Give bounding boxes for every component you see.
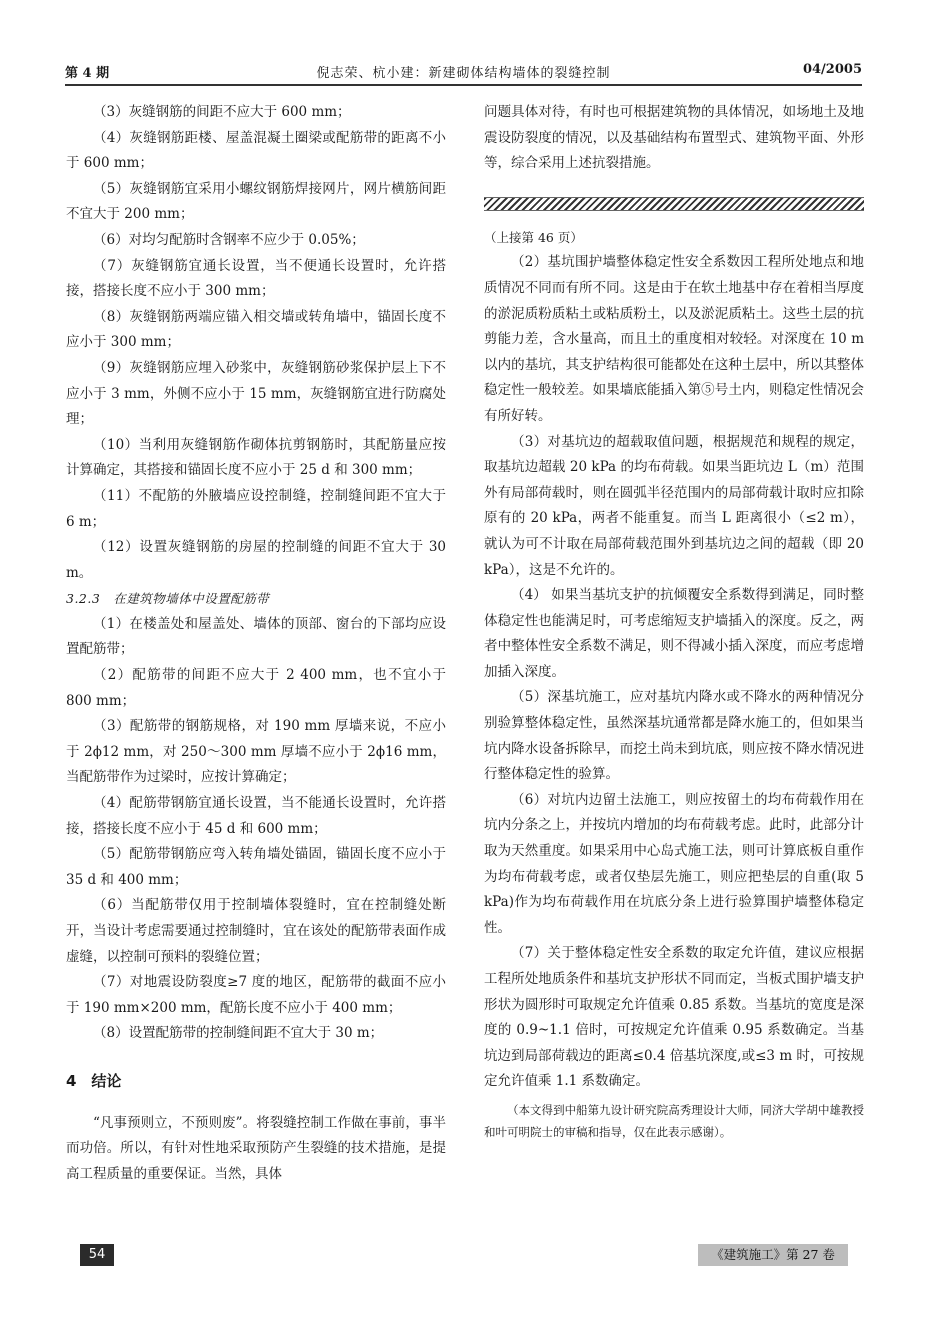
paragraph: （2）基坑围护墙整体稳定性安全系数因工程所处地点和地质情况不同而有所不同。这是由于在软土地基中存在着相当厚度的淤泥质粉质粘土或粘质粉土，以及淤泥质粘土。这些土层的抗剪能力差，含水量高，而且土的重度相对较轻。对深度在 10 m 以内的基坑，其支护结构很可能都处在这种土层中，所以其整体稳定性一般较差。如果墙底能插入第⑤号土内，则稳定性情况会有所好转。 <box>484 254 864 424</box>
section-heading: 4 结论 <box>66 1071 122 1090</box>
running-title: 倪志荣、杭小建：新建砌体结构墙体的裂缝控制 <box>316 66 611 81</box>
paragraph: （4） 如果当基坑支护的抗倾覆安全系数得到满足，同时整体稳定性也能满足时，可考虑缩短支护墙插入的深度。反之，两者中整体性安全系数不满足，则不得减小插入深度，而应考虑增加插入深度。 <box>484 587 864 680</box>
subsection-heading: 3.2.3 在建筑物墙体中设置配筋带 <box>66 591 270 607</box>
paragraph: （2）配筋带的间距不应大于 2 400 mm，也不宜小于 800 mm； <box>66 667 446 709</box>
paragraph: （6）对坑内边留土法施工，则应按留土的均布荷载作用在坑内分条之上，并按坑内增加的均布荷载考虑。此时，此部分计取为天然重度。如果采用中心岛式施工法，则可计算底板自重作为均布荷载考虑，或者仅垫层先施工，则应把垫层的自重(取 5 kPa)作为均布荷载作用在坑底分条上进行验算围护墙整体稳定性。 <box>484 791 864 936</box>
paragraph: （1）在楼盖处和屋盖处、墙体的顶部、窗台的下部均应设置配筋带； <box>66 615 446 658</box>
paragraph: 问题具体对待，有时也可根据建筑物的具体情况，如场地土及地震设防裂度的情况，以及基础结构布置型式、建筑物平面、外形等，综合采用上述抗裂措施。 <box>484 104 864 172</box>
page-number: 54 <box>80 1244 114 1266</box>
paragraph: （8）设置配筋带的控制缝间距不宜大于 30 m； <box>93 1025 384 1042</box>
journal-name: 《建筑施工》第 27 卷 <box>698 1244 848 1266</box>
paragraph: （5）灰缝钢筋宜采用小螺纹钢筋焊接网片，网片横筋间距不宜大于 200 mm； <box>66 180 446 223</box>
header-rule <box>65 84 862 86</box>
paragraph: （3）配筋带的钢筋规格，对 190 mm 厚墙来说，不应小于 2ϕ12 mm，对 250～300 mm 厚墙不应小于 2ϕ16 mm，当配筋带作为过梁时，应按计算确定； <box>66 718 446 786</box>
ornamental-divider <box>484 197 864 211</box>
paragraph: （6）当配筋带仅用于控制墙体裂缝时，宜在控制缝处断开，当设计考虑需要通过控制缝时，宜在该处的配筋带表面作成虚缝，以控制可预料的裂缝位置； <box>66 897 446 965</box>
paragraph: （7）灰缝钢筋宜通长设置，当不便通长设置时，允许搭接，搭接长度不应小于 300 mm； <box>66 257 446 300</box>
continued-from-note: （上接第 46 页） <box>484 229 583 245</box>
paragraph: （6）对均匀配筋时含钢率不应少于 0.05%； <box>93 231 365 248</box>
left-column <box>66 100 446 1187</box>
paragraph: （10）当利用灰缝钢筋作砌体抗剪钢筋时，其配筋量应按计算确定，其搭接和锚固长度不应小于 25 d 和 300 mm； <box>66 436 446 479</box>
paragraph: （8）灰缝钢筋两端应锚入相交墙或转角墙中，锚固长度不应小于 300 mm； <box>66 308 446 351</box>
paragraph: （4）灰缝钢筋距楼、屋盖混凝土圈梁或配筋带的距离不小于 600 mm； <box>66 129 446 172</box>
issue-date: 04/2005 <box>802 62 862 77</box>
paragraph: （7）对地震设防裂度≥7 度的地区，配筋带的截面不应小于 190 mm×200 mm，配筋长度不应小于 400 mm； <box>66 974 446 1016</box>
running-header <box>65 62 862 84</box>
paragraph: （5）配筋带钢筋应弯入转角墙处锚固，锚固长度不应小于 35 d 和 400 mm； <box>66 846 446 888</box>
paragraph: （5）深基坑施工，应对基坑内降水或不降水的两种情况分别验算整体稳定性，虽然深基坑通常都是降水施工的，但如果当坑内降水设备拆除早，而挖土尚未到坑底，则应按不降水情况进行整体稳定性的验算。 <box>484 689 864 783</box>
paragraph: （7）关于整体稳定性安全系数的取定允许值，建议应根据工程所处地质条件和基坑支护形状不同而定，当板式围护墙支护形状为圆形时可取规定允许值乘 0.85 系数。当基坑的宽度是深度的 0.9~1.1 倍时，可按规定允许值乘 0.95 系数确定。当基坑边到局部荷载边的距离≤0.4 倍基坑深度,或≤3 m 时，可按规定允许值乘 1.1 系数确定。 <box>484 945 864 1090</box>
paragraph: （4）配筋带钢筋宜通长设置，当不能通长设置时，允许搭接，搭接长度不应小于 45 d 和 600 mm； <box>66 795 446 837</box>
acknowledgement: （本文得到中船第九设计研究院高秀理设计大师，同济大学胡中雄教授和叶可明院士的审稿和指导，仅在此表示感谢）。 <box>484 1102 864 1139</box>
paragraph: （9）灰缝钢筋应埋入砂浆中，灰缝钢筋砂浆保护层上下不应小于 3 mm，外侧不应小于 15 mm，灰缝钢筋宜进行防腐处理； <box>66 359 446 428</box>
paragraph: （3）对基坑边的超载取值问题，根据规范和规程的规定，取基坑边超载 20 kPa 的均布荷载。如果当距坑边 L（m）范围外有局部荷载时，则在圆弧半径范围内的局部荷载计取时应扣除原有的 20 kPa，两者不能重复。而当 L 距离很小（≤2 m），就认为可不计取在局部荷载范围外到基坑边之间的超载（即 20 kPa），这是不允许的。 <box>484 433 864 578</box>
paragraph: （3）灰缝钢筋的间距不应大于 600 mm； <box>93 104 351 120</box>
paragraph: “凡事预则立，不预则废”。将裂缝控制工作做在事前，事半而功倍。所以，有针对性地采取预防产生裂缝的技术措施，是提高工程质量的重要保证。当然，具体 <box>66 1114 446 1182</box>
paragraph: （12）设置灰缝钢筋的房屋的控制缝的间距不宜大于 30 m。 <box>66 539 446 581</box>
right-column <box>484 100 864 1143</box>
paragraph: （11）不配筋的外腋墙应设控制缝，控制缝间距不宜大于 6 m； <box>66 487 446 530</box>
issue-number: 第 4 期 <box>65 66 110 81</box>
